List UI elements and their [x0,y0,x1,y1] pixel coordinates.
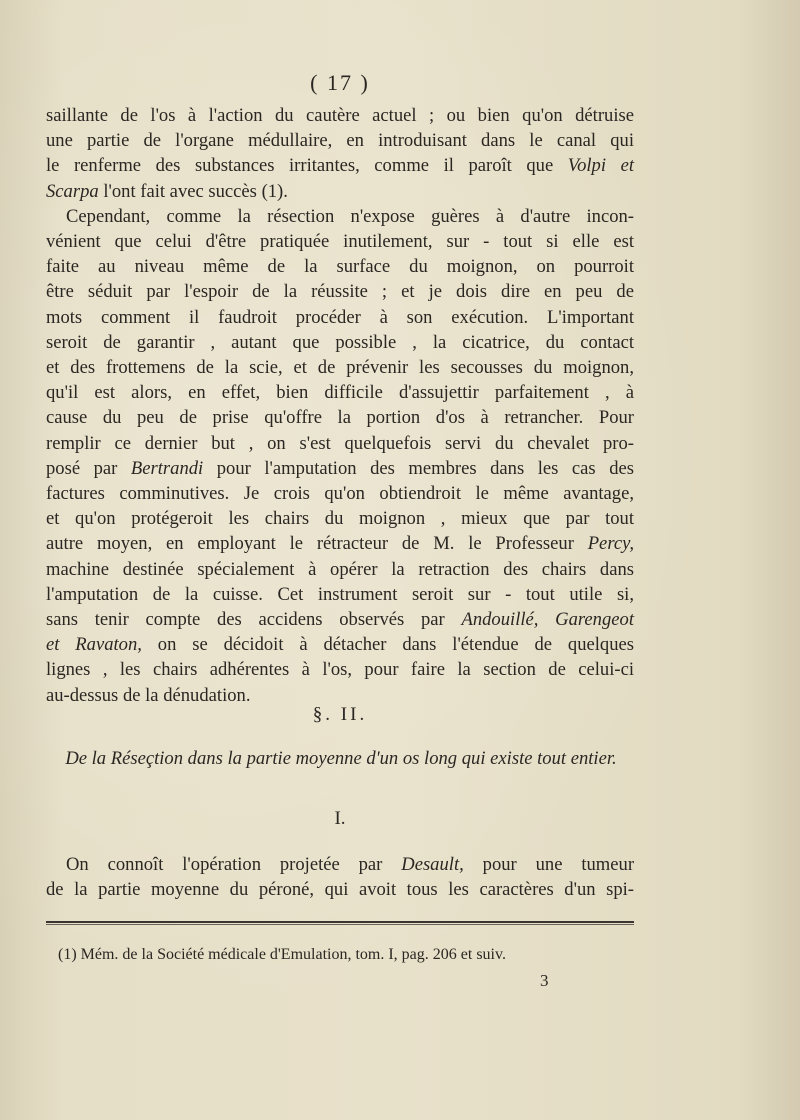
text-line: machine destinée spécialement à opérer la retraction des chairs dans [46,558,634,580]
page-number: ( 17 ) [310,70,370,95]
text-line [46,632,634,657]
text-segment: posé par [46,457,131,479]
text-segment: on se décidoit à détacher dans l'étendue de quelques [141,634,634,656]
footnote: (1) Mém. de la Société médicale d'Emulation, tom. I, pag. 206 et suiv. [58,946,506,963]
text-line: Cependant, comme la résection n'expose guères à d'autre incon- [66,205,634,227]
text-line: une partie de l'organe médullaire, en introduisant dans le canal qui [46,130,634,152]
text-line: seroit de garantir , autant que possible , la cicatrice, du contact [46,331,634,353]
italic-name: Desault, [401,854,464,875]
italic-name: Scarpa [46,180,99,202]
text-line [46,179,634,204]
text-line: cause du peu de prise qu'offre la portion d'os à retrancher. Pour [46,407,634,429]
signature-mark: 3 [540,971,549,990]
italic-name: Percy, [587,533,634,555]
text-line: et des frottemens de la scie, et de prévenir les secousses du moignon, [46,357,634,379]
text-line: faite au niveau même de la surface du moignon, on pourroit [46,256,634,278]
text-line: factures comminutives. Je crois qu'on obtiendroit le même avantage, [46,483,634,505]
italic-name: Volpi et [567,155,634,177]
text-segment: autre moyen, en employant le rétracteur de M. le Professeur [46,533,588,555]
text-line: être séduit par l'espoir de la réussite ; et je dois dire en peu de [46,281,634,303]
text-segment: sans tenir compte des accidens observés par [46,609,462,631]
text-segment: le renferme des substances irritantes, comme il paroît que [46,155,554,177]
section-heading: §. II. [312,704,368,725]
text-line: qu'il est alors, en effet, bien difficile d'assujettir parfaitement , à [46,382,634,404]
paragraph-3-body [46,852,634,902]
text-line: remplir ce dernier but , on s'est quelquefois servi du chevalet pro- [46,432,634,454]
text-line [46,153,634,178]
text-line: de la partie moyenne du péroné, qui avoit tous les caractères d'un spi- [46,879,634,901]
footnote-divider [46,921,634,925]
text-line: saillante de l'os à l'action du cautère actuel ; ou bien qu'on détruise [46,105,634,126]
text-segment: pour l'amputation des membres dans les cas des [203,457,634,479]
italic-name: Andouillé, Garengeot [461,609,634,631]
paragraph-1 [46,103,634,204]
text-segment: pour une tumeur [463,854,635,875]
italic-name: Bertrandi [130,457,204,479]
text-line [46,531,634,556]
body-text [46,103,634,708]
text-line [46,456,634,481]
subsection-number: I. [334,808,346,829]
paragraph-3 [46,852,634,902]
text-line: au-dessus de la dénudation. [46,684,251,706]
italic-name: et Ravaton, [46,634,142,656]
text-segment: l'ont fait avec succès (1). [98,180,288,202]
text-line: vénient que celui d'être pratiquée inutilement, sur - tout si elle est [46,231,634,253]
text-line: mots comment il faudroit procéder à son exécution. L'important [46,306,634,328]
paragraph-2 [46,204,634,708]
text-line: et qu'on protégeroit les chairs du moignon , mieux que par tout [46,508,634,530]
text-line [46,852,634,877]
text-segment: On connoît l'opération projetée par [66,854,402,875]
text-line: l'amputation de la cuisse. Cet instrument seroit sur - tout utile si, [46,583,634,605]
text-line [46,607,634,632]
text-line: lignes , les chairs adhérentes à l'os, pour faire la section de celui-ci [46,659,634,681]
section-title: De la Réseçtion dans la partie moyenne d'un os long qui existe tout entier. [65,748,617,769]
